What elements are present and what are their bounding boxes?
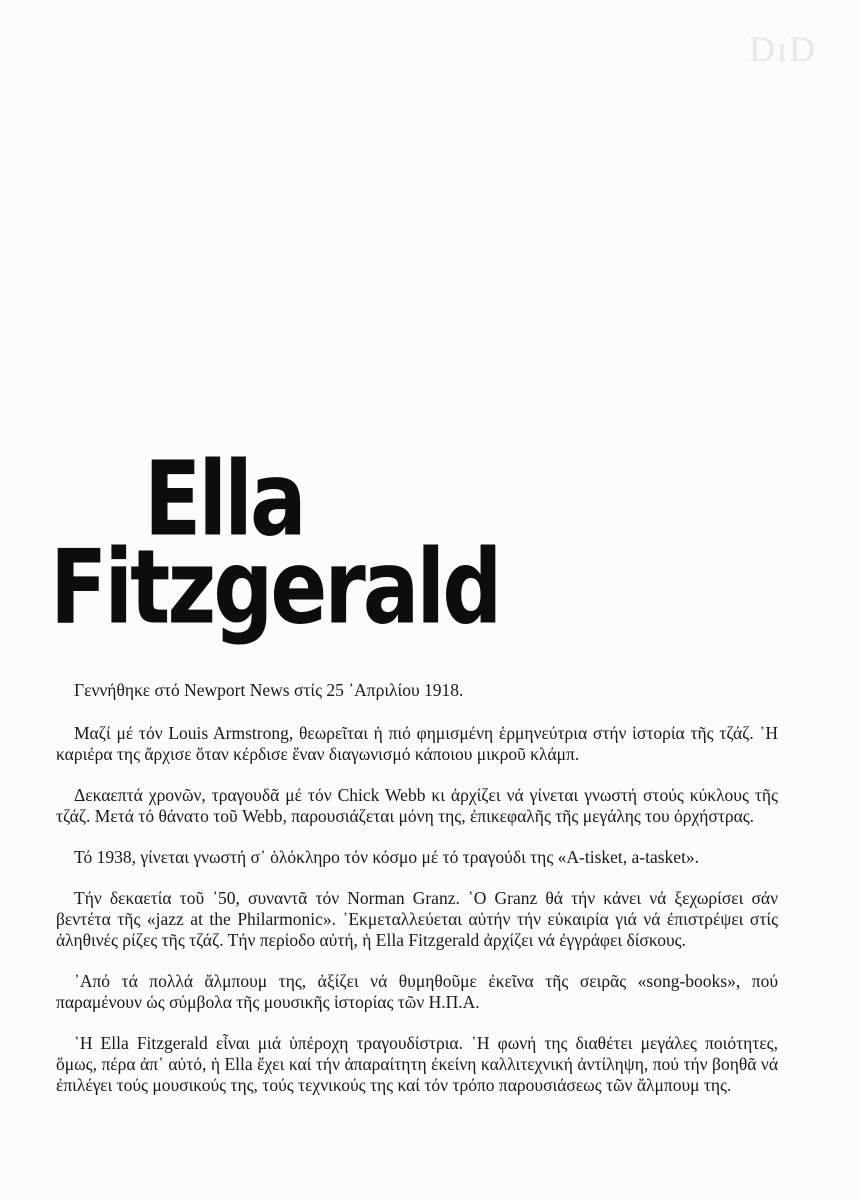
paragraph-birth: Γεννήθηκε στό Newport News στίς 25 ᾿Απριλίου 1918. xyxy=(74,680,464,700)
paragraph-1938: Τό 1938, γίνεται γνωστή σ᾿ ὁλόκληρο τόν κόσμο μέ τό τραγούδι της «A-tisket, a-tasket». xyxy=(74,847,700,867)
corner-watermark: DɪD xyxy=(749,29,817,69)
paragraph-songbooks: ᾿Από τά πολλά ἄλμπουμ της, ἀξίζει νά θυμηθοῦμε ἐκεῖνα τῆς σειρᾶς «song-books», πού παραμένουν ὡς σύμβολα τῆς μουσικῆς ἱστορίας τῶν Η.Π.Α. xyxy=(56,971,778,1012)
paragraph-career-start: Μαζί μέ τόν Louis Armstrong, θεωρεῖται ἡ πιό φημισμένη ἑρμηνεύτρια στήν ἱστορία τῆς τζάζ. ῾Η καριέρα της ἄρχισε ὅταν κέρδισε ἕναν διαγωνισμό κάποιου μικροῦ κλάμπ. xyxy=(56,723,778,764)
title-line-2: Fitzgerald xyxy=(50,527,500,647)
page-title xyxy=(50,439,500,647)
paragraph-norman-granz: Τήν δεκαετία τοῦ ᾿50, συναντᾶ τόν Norman Granz. ῾Ο Granz θά τήν κάνει νά ξεχωρίσει σάν βεντέτα τῆς «jazz at the Philarmonic». ᾿Εκμεταλλεύεται αὐτήν τήν εὐκαιρία γιά νά ἐπιστρέψει στίς ἀληθινές ρίζες τῆς τζάζ. Τήν περίοδο αὐτή, ἡ Ella Fitzgerald ἀρχίζει νά ἐγγράφει δίσκους. xyxy=(56,888,778,950)
title-line-1: Ella xyxy=(144,439,304,559)
biography-text xyxy=(56,680,778,1116)
paragraph-conclusion: ῾Η Ella Fitzgerald εἶναι μιά ὑπέροχη τραγουδίστρια. ῾Η φωνή της διαθέτει μεγάλες ποιότητες, ὅμως, πέρα ἀπ᾿ αὐτό, ἡ Ella ἔχει καί τήν ἀπαραίτητη ἐκείνη καλλιτεχνική ἀντίληψη, πού τήν βοηθᾶ νά ἐπιλέγει τούς μουσικούς της, τούς τεχνικούς της καί τόν τρόπο παρουσιάσεως τῶν ἄλμπουμ της. xyxy=(56,1033,778,1095)
paragraph-chick-webb: Δεκαεπτά χρονῶν, τραγουδᾶ μέ τόν Chick Webb κι ἀρχίζει νά γίνεται γνωστή στούς κύκλους τῆς τζάζ. Μετά τό θάνατο τοῦ Webb, παρουσιάζεται μόνη της, ἐπικεφαλῆς τῆς μεγάλης του ὀρχήστρας. xyxy=(56,785,778,826)
